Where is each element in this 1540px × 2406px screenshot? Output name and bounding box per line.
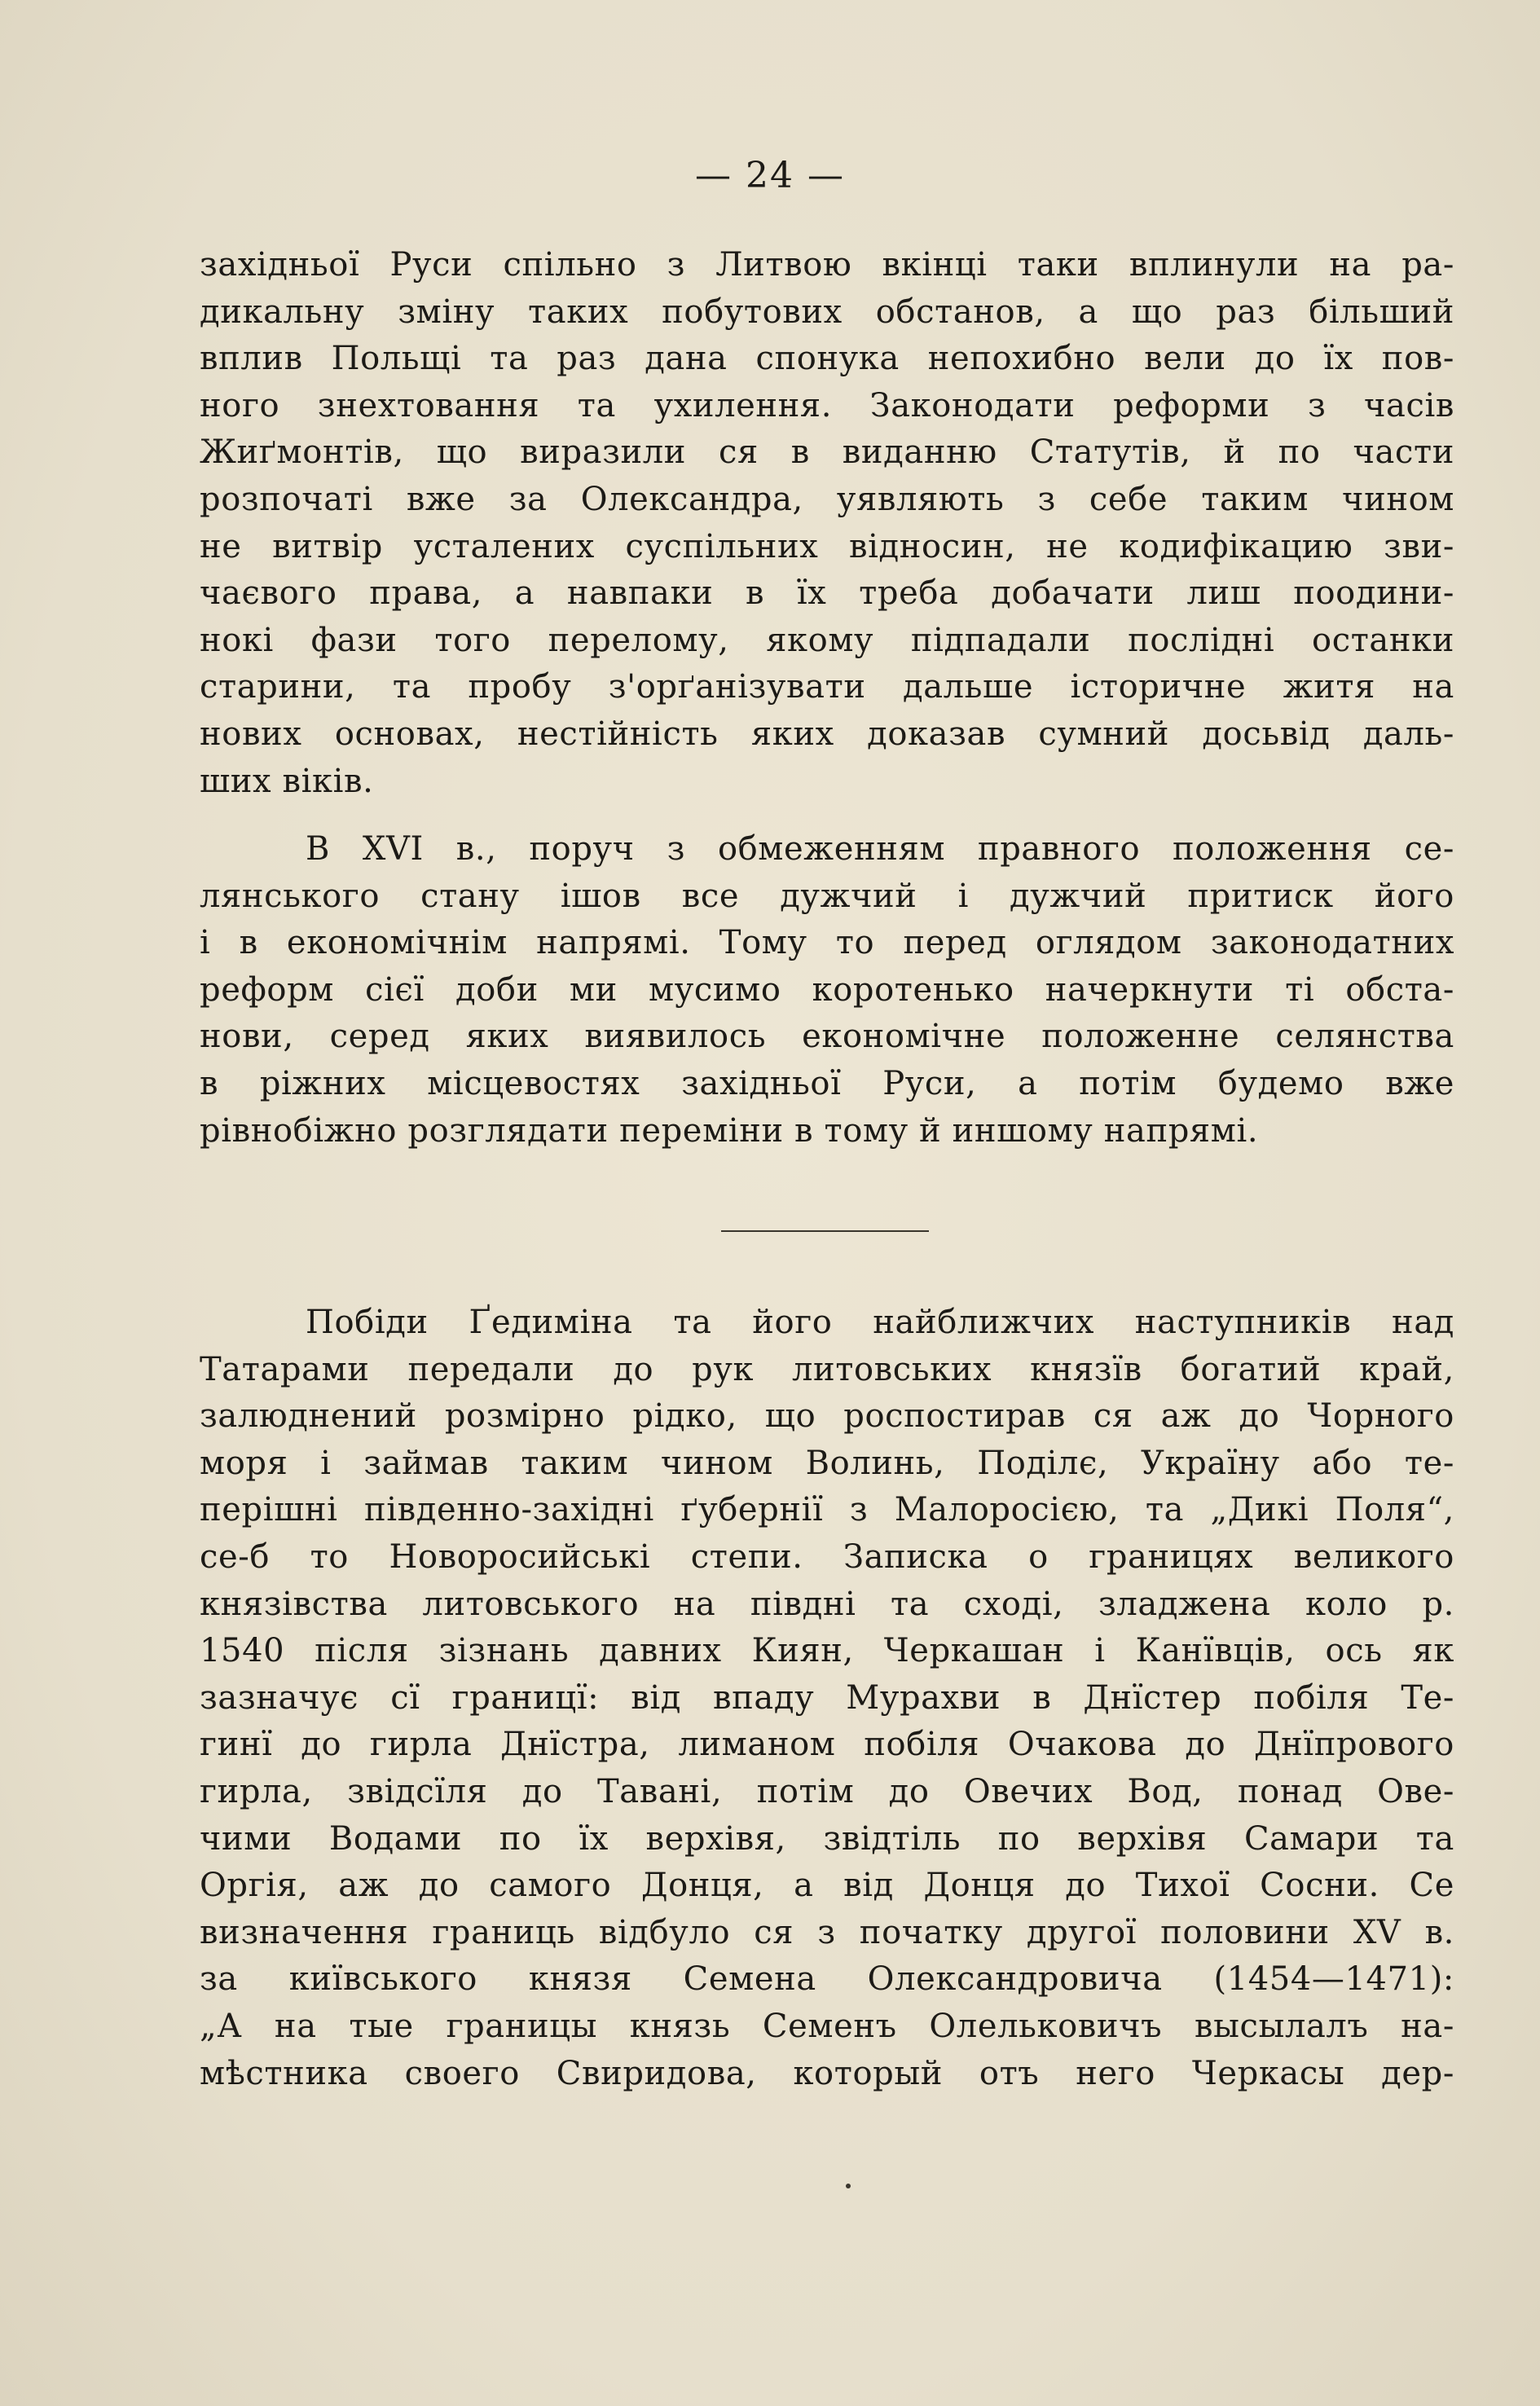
text-line: моря і займав таким чином Волинь, Поділє, Україну або те- (200, 1444, 1454, 1482)
text-line: нових основах, нестійність яких доказав сумний досьвід даль- (200, 715, 1454, 753)
text-line: в ріжних місцевостях західньої Руси, а потім будемо вже (200, 1064, 1454, 1102)
text-line: нови, серед яких виявилось економічне положенне селянства (200, 1018, 1454, 1056)
text-line: князівства литовського на півдні та сході, зладжена коло р. (200, 1585, 1454, 1623)
text-line: старини, та пробу з'орґанізувати дальше історичне житя на (200, 668, 1454, 706)
text-line: перішні південно-західні ґубернії з Малоросією, та „Дикі Поля“, (200, 1491, 1454, 1529)
text-line: В XVI в., поруч з обмеженням правного положення се- (306, 830, 1454, 868)
text-line: ного знехтовання та ухилення. Законодати реформи з часів (200, 386, 1454, 424)
text-line: Татарами передали до рук литовських князїв богатий край, (200, 1350, 1454, 1388)
text-line: „А на тые границы князь Семенъ Олельковичъ высылалъ на- (200, 2007, 1454, 2045)
text-line: гинї до гирла Днїстра, лиманом побіля Очакова до Днїпрового (200, 1726, 1454, 1764)
text-line: розпочаті вже за Олександра, уявляють з себе таким чином (200, 480, 1454, 518)
text-line: мѣстника своего Свиридова, который отъ него Черкасы дер- (200, 2054, 1454, 2092)
text-line: чаєвого права, а навпаки в їх треба добачати лиш поодини- (200, 574, 1454, 613)
text-line: гирла, звідсїля до Тавані, потім до Овечих Вод, понад Ове- (200, 1772, 1454, 1810)
text-line: рівнобіжно розглядати переміни в тому й иншому напрямі. (200, 1111, 1259, 1150)
paragraph-1 (200, 242, 1454, 805)
text-line: нокі фази того перелому, якому підпадали послідні останки (200, 621, 1454, 659)
text-line: дикальну зміну таких побутових обстанов, а що раз більший (200, 293, 1454, 331)
paragraph-3 (200, 1300, 1454, 2097)
text-line: реформ сієї доби ми мусимо коротенько начеркнути ті обста- (200, 970, 1454, 1009)
text-line: зазначує сї границї: від впаду Мурахви в Днїстер побіля Те- (200, 1678, 1454, 1717)
text-line: за київського князя Семена Олександровича (1454—1471): (200, 1960, 1454, 1999)
text-line: Оргія, аж до самого Донця, а від Донця до Тихої Сосни. Се (200, 1867, 1454, 1905)
text-line: визначення границь відбуло ся з початку другої половини XV в. (200, 1913, 1454, 1951)
text-line: се-б то Новоросийські степи. Записка о границях великого (200, 1537, 1454, 1576)
text-line: і в економічнім напрямі. Тому то перед оглядом законодатних (200, 924, 1454, 962)
text-line: не витвір усталених суспільних відносин, не кодифікацию зви- (200, 527, 1454, 565)
text-line: Побіди Ґедиміна та його найближчих наступників над (306, 1304, 1454, 1341)
text-line: чими Водами по їх верхівя, звідтіль по верхівя Самари та (200, 1819, 1454, 1858)
text-line: лянського стану ішов все дужчий і дужчий притиск його (200, 877, 1454, 915)
text-line: ших віків. (200, 762, 374, 800)
section-divider (721, 1230, 929, 1232)
text-line: залюднений розмірно рідко, що роспостирав ся аж до Чорного (200, 1397, 1454, 1436)
paragraph-2 (200, 826, 1454, 1155)
text-line: західньої Руси спільно з Литвою вкінці таки вплинули на ра- (200, 246, 1454, 284)
page-number: — 24 — (695, 155, 845, 196)
text-line: вплив Польщі та раз дана спонука непохибно вели до їх пов- (200, 340, 1454, 378)
text-line: Жиґмонтів, що виразили ся в виданню Статутів, й по части (200, 433, 1454, 472)
paper-speck (846, 2184, 851, 2188)
text-line: 1540 після зізнань давних Киян, Черкашан і Канївців, ось як (200, 1632, 1454, 1670)
